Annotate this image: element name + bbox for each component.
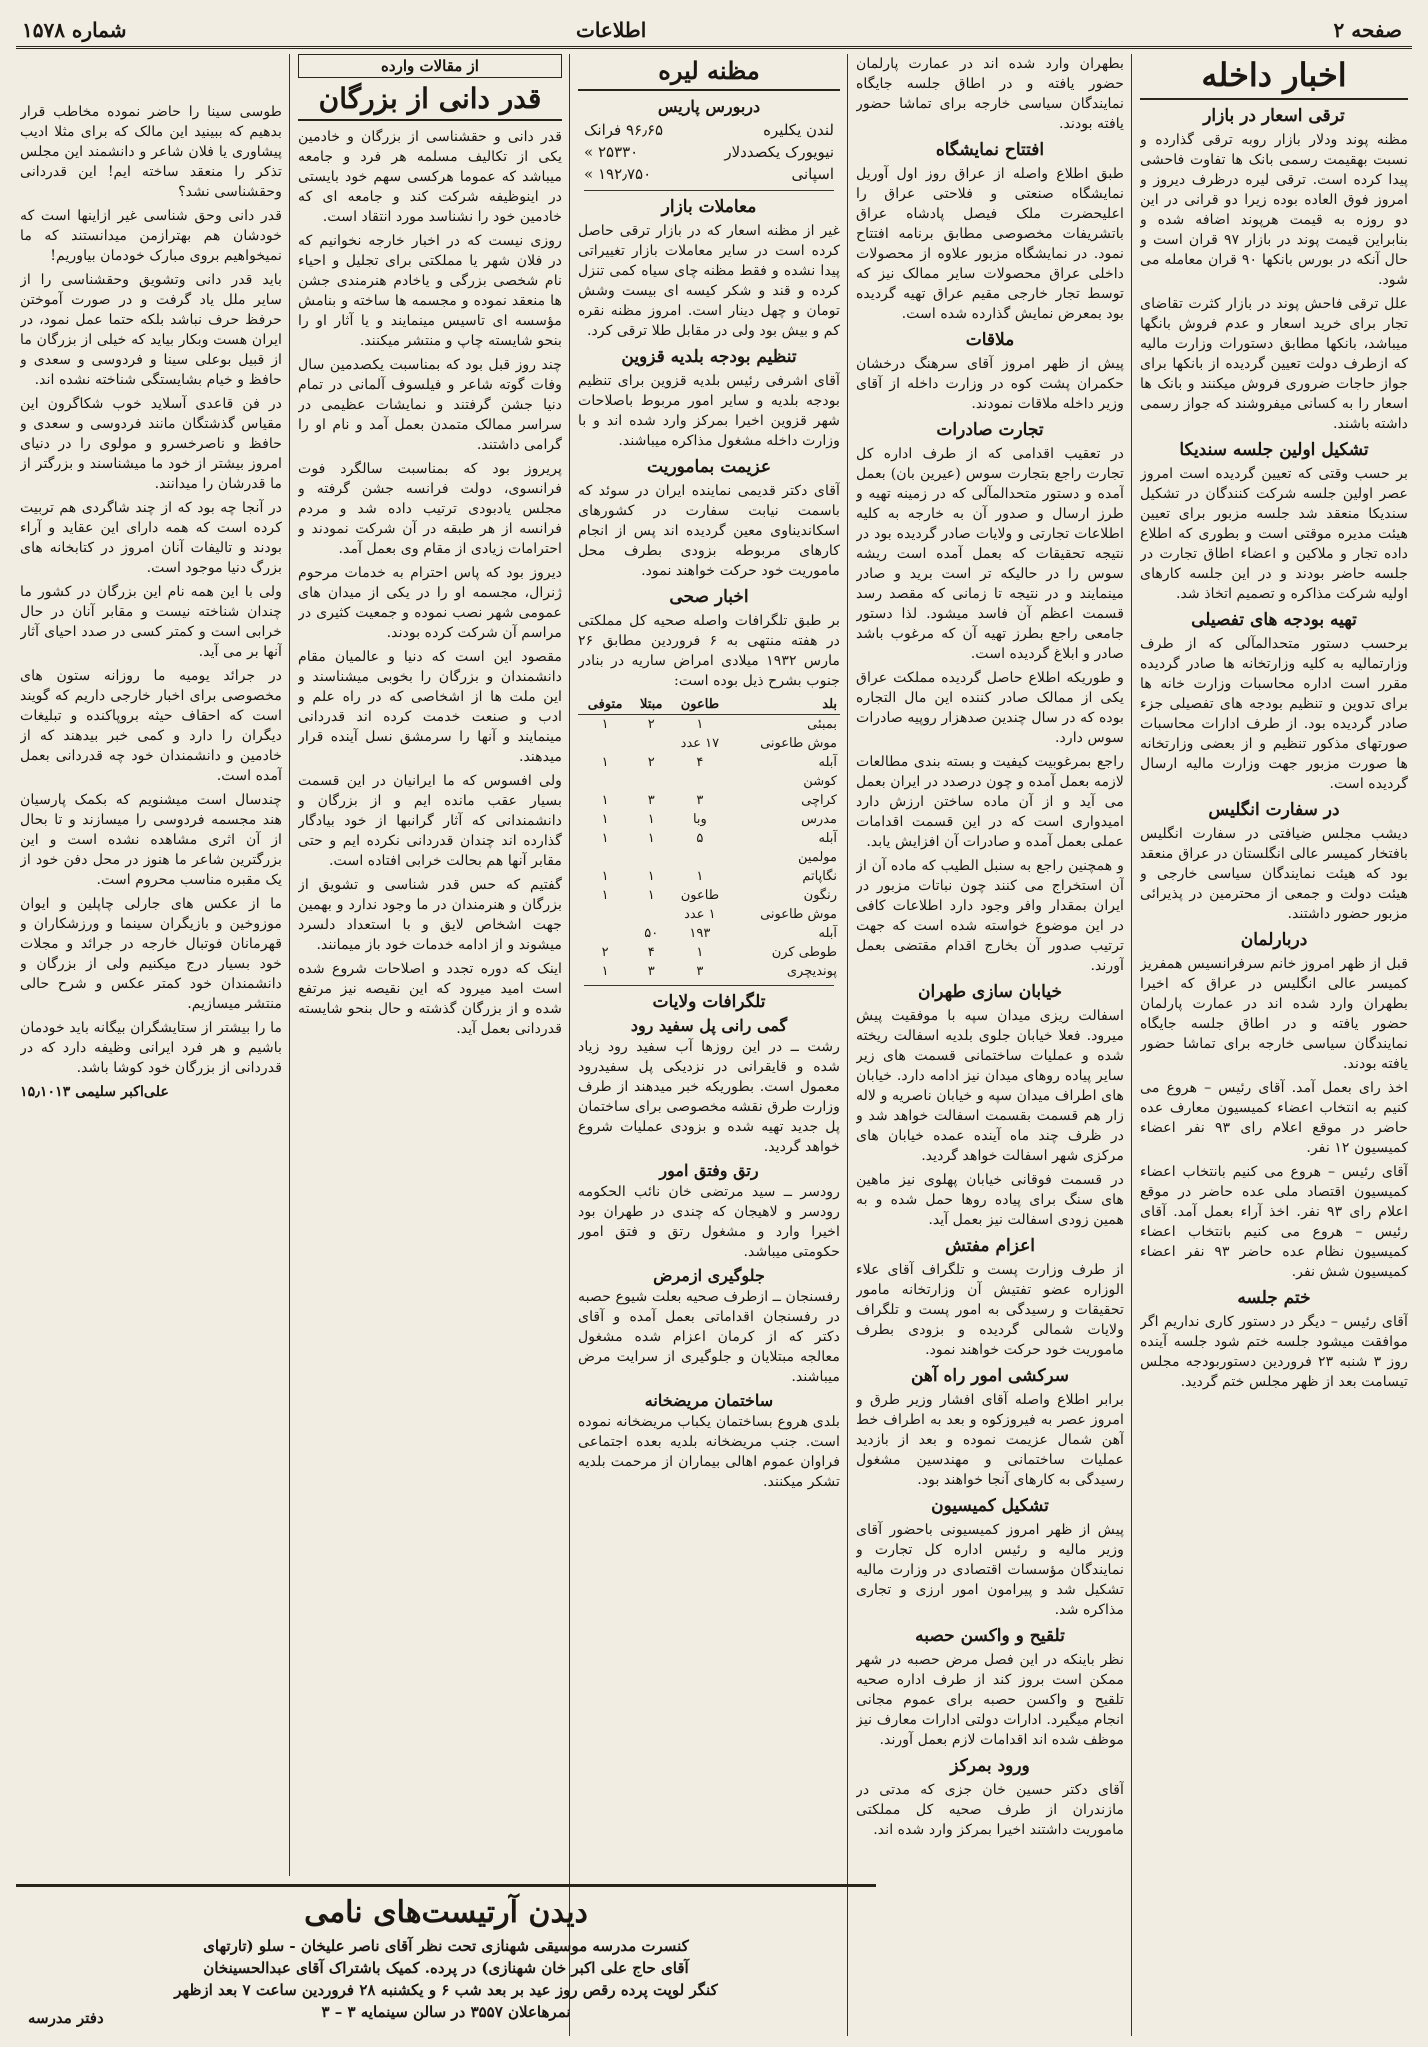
subhead-disease: جلوگیری ازمرض bbox=[653, 1266, 765, 1285]
ad-signature: دفتر مدرسه bbox=[28, 2009, 104, 2027]
article-commission: پیش از ظهر امروز کمیسیونی باحضور آقای وزیر مالیه و رئیس اداره کل تجارت و نمایندگان مؤسسات اقتصادی در وزارت مالیه تشکیل شد و پیرامون امور ارزی و تجاری مذاکره شد. bbox=[856, 1522, 1124, 1618]
masthead bbox=[16, 12, 1412, 49]
table-row bbox=[578, 886, 840, 905]
column-rule bbox=[1131, 54, 1132, 2036]
headline-exports: تجارت صادرات bbox=[936, 420, 1044, 440]
table-cell: نگاپاتم bbox=[802, 869, 837, 884]
table-cell: مولمین bbox=[798, 850, 837, 865]
article-market: مظنه پوند ودلار بازار روبه ترقی گذارده و نسبت بهقیمت رسمی بانک ها تفاوت فاحشی پیدا کرده است. ترقی لیره درظرف دیروز و امروز فوق العاده بوده زیرا دو قرانی در این دو روزه به قیمت هرپوند اضافه شده و بنابراین قیمت پوند در بازار ۹۷ قران است و حال آنکه در بورس بانکها ۹۰ قران معامله می شود. bbox=[1140, 132, 1408, 288]
table-row bbox=[578, 905, 840, 924]
section-title: اخبار داخله bbox=[1140, 56, 1408, 100]
headline-qazvin: تنظیم بودجه بلدیه قزوین bbox=[621, 347, 797, 367]
article-inspector: از طرف وزارت پست و تلگراف آقای علاء الوزاره عضو تفتیش آن وزارتخانه مامور تحقیقات و رسیدگی به امور پست و تلگراف ولایات شمالی گردیده و بزودی بطرف ماموریت خود حرکت خواهند نمود. bbox=[856, 1262, 1124, 1358]
table-cell: وبا bbox=[692, 812, 707, 827]
column-editorial-cont bbox=[20, 102, 282, 1876]
table-cell: ۱ bbox=[696, 717, 704, 732]
table-row bbox=[578, 962, 840, 981]
article-votes: اخذ رای بعمل آمد. آقای رئیس – هروع می کنیم به انتخاب اعضاء کمیسیون معارف عده حاضر در موقع اعلام رای ۹۳ نفر اعضاء کمیسیون ۱۲ نفر. bbox=[1140, 1080, 1408, 1156]
table-row bbox=[578, 848, 840, 867]
headline-meetings: ملاقات bbox=[965, 330, 1015, 350]
table-cell: موش طاعونی bbox=[760, 907, 837, 922]
table-cell: ۱ bbox=[601, 755, 609, 770]
editorial-paragraph: پریروز بود که بمناسبت سالگرد فوت فرانسوی، دولت فرانسه جشن گرفته و مجلس یادبودی ترتیب داده شد و مردم فرانسه از هر طبقه در آن شرکت نمودند و احترامات زیادی از مقام وی بعمل آمد. bbox=[298, 461, 562, 557]
article-mission: آقای دکتر قدیمی نماینده ایران در سوئد که باسمت نیابت سفارت در کشورهای اسکاندیناوی معین گردیده اند پس از انجام کارهای مربوطه بزودی بطرف محل ماموریت خود حرکت خواهند نمود. bbox=[578, 483, 840, 579]
headline-embassy: در سفارت انگلیس bbox=[1208, 800, 1340, 820]
article-bazaar: غیر از مظنه اسعار که در بازار ترقی حاصل کرده است در سایر معاملات بازار تغییراتی پیدا نشده و فقط مظنه چای سیاه کمی تنزل کرده و قند و شکر کیسه ای بیست وشش تومان و چهل دینار است. امروز مظنه نقره کم و بیش بود ولی در مقابل طلا ترقی کرد. bbox=[578, 223, 840, 339]
table-row bbox=[578, 810, 840, 829]
editorial-paragraph: در فن قاعدی آسلاید خوب شکاگرون این مقیاس گذشتگان مانند فردوسی و سعدی و حافظ و ناصرخسرو و مولوی را در دنیای امروز بیشتر از خود ما میشناسند و بزرگتر از ما قدرشان را میدانند. bbox=[20, 396, 282, 492]
divider bbox=[584, 985, 834, 986]
headline-parliament: دربارلمان bbox=[1240, 930, 1308, 950]
ad-line: کنگر لوپت پرده رقص روز عید بر بعد شب ۶ و یکشنبه ۲۸ فروردین ساعت ۷ بعد ازظهر bbox=[174, 1981, 718, 1999]
table-cell: ۱ bbox=[601, 812, 609, 827]
subhead-sefidrud: گمی رانی پل سفید رود bbox=[630, 1016, 788, 1035]
editorial-title: قدر دانی از بزرگان bbox=[298, 82, 562, 121]
table-cell: ۵۰ bbox=[644, 926, 659, 941]
bourse-subtitle: دربورس پاریس bbox=[657, 97, 761, 116]
rate-row: نیویورک یکصددلار ۲۵۳۳۰ » bbox=[584, 143, 834, 161]
divider bbox=[584, 190, 834, 191]
article-sefidrud: رشت ــ در این روزها آب سفید رود زیاد شده و قایقرانی در نزدیکی پل سفیدرود معمول است. بطوریکه خبر میدهند از طرف وزارت طرق نقشه مخصوصی برای ساختمان پل جدید تهیه شده و بزودی عملیات شروع خواهد گردید. bbox=[578, 1039, 840, 1155]
editorial-paragraph: اینک که دوره تجدد و اصلاحات شروع شده است امید میرود که این نقیصه نیز مرتفع شده و از بزرگان گذشته و حال بنحو شایسته قدردانی بعمل آید. bbox=[298, 961, 562, 1037]
table-row bbox=[578, 924, 840, 943]
table-row bbox=[578, 791, 840, 810]
table-cell: طوطی کرن bbox=[771, 945, 837, 960]
headline-provinces: تلگرافات ولایات bbox=[652, 992, 766, 1012]
column-rule bbox=[289, 54, 290, 1876]
ad-line: آقای حاج علی اکبر خان شهنازی) در پرده. کمیک باشتراک آقای عبدالحسینخان bbox=[203, 1959, 689, 1977]
table-cell: ۳ bbox=[647, 964, 655, 979]
article-hospital: بلدی هروع بساختمان یکباب مریضخانه نموده است. جنب مریضخانه بلدیه بعده اجتماعی فراوان عموم اهالی بیماران از مرحمت بلدیه تشکر میکنند. bbox=[578, 1414, 840, 1490]
article-expo: طبق اطلاع واصله از عراق روز اول آوریل نمایشگاه صنعتی و فلاحتی عراق را اعلیحضرت ملک فیصل پادشاه عراق باتشریفات مخصوصی مطابق برنامه افتتاح نمود. در نمایشگاه مزبور علاوه از محصولات داخلی عراق محصولات سایر ممالک نیز که توسط تجار خارجی مقیم عراق تهیه گردیده بود بمعرض نمایش گذارده شده است. bbox=[856, 166, 1124, 322]
table-cell: کوشن bbox=[803, 774, 837, 789]
table-cell: موش طاعونی bbox=[760, 736, 837, 751]
table-cell: ۱ bbox=[696, 869, 704, 884]
editorial-paragraph: روزی نیست که در اخبار خارجه نخوانیم که در فلان شهر یا مملکتی برای تجلیل و احیاء نام شخصی بزرگی و یاخادم هنرمندی جشن ها منعقد نموده و مجسمه ها ساخته و بنامش مؤسسه ای تاسیس مینمایند و یا آثار او را بنحو شایسته چاپ و منتشر میکنند. bbox=[298, 233, 562, 349]
table-cell: رنگون bbox=[803, 888, 837, 903]
article-pahlavi: در قسمت فوقانی خیابان پهلوی نیز ماهین های سنگ برای پیاده روها حمل شده و به همین زودی اسفالت نیز بعمل آید. bbox=[856, 1172, 1124, 1228]
table-cell: ۱ bbox=[601, 717, 609, 732]
article-vaccine: نظر باینکه در این فصل مرض حصبه در شهر ممکن است بروز کند از طرف اداره صحیه تلقیح و واکسن حصبه برای عموم مجانی انجام میگیرد. ادارات دولتی ادارات معارف نیز موظف شده اند اقدامات لازم بعمل آورند. bbox=[856, 1652, 1124, 1748]
table-cell: ۱ bbox=[696, 945, 704, 960]
article-railway: برابر اطلاع واصله آقای افشار وزیر طرق و امروز عصر به فیروزکوه و بعد به اطراف خط آهن شمال عزیمت نموده و بعد از بازدید عملیات ساختمانی و مهندسین مشغول رسیدگی به کارهای آنجا خواهند بود. bbox=[856, 1392, 1124, 1488]
editorial-paragraph: ولی افسوس که ما ایرانیان در این قسمت بسیار عقب مانده ایم و از بزرگان و دانشمندانی که آثار گرانبها از خود بیادگار گذارده اند چندان قدردانی نکرده ایم و حتی مقابر آنها هم بحالت خرابی افتاده است. bbox=[298, 773, 562, 869]
table-cell: آبله bbox=[818, 831, 837, 846]
table-cell: ۱ bbox=[601, 888, 609, 903]
headline-health: اخبار صحی bbox=[669, 587, 749, 607]
table-row bbox=[578, 734, 840, 753]
table-row bbox=[578, 943, 840, 962]
newspaper-name: اطلاعات bbox=[576, 18, 647, 42]
author-signature: علی‌اکبر سلیمی ۱۵٫۱۰۱۳ bbox=[20, 1084, 169, 1100]
table-cell: ۱ عدد bbox=[684, 907, 716, 922]
subhead-hospital: ساختمان مریضخانه bbox=[644, 1391, 774, 1410]
editorial-paragraph: در آنجا چه بود که از چند شاگردی هم تربیت کرده است که همه دارای این عقاید و آراء بودند و تالیفات آنان امروز در کتابخانه های بزرگ دنیا موجود است. bbox=[20, 500, 282, 576]
table-cell: ۱ bbox=[647, 888, 655, 903]
headline-syndicate: تشکیل اولین جلسه سندیکا bbox=[1179, 440, 1369, 460]
rate-row: لندن یکلیره ۹۶٫۶۵ فرانک bbox=[584, 121, 834, 139]
headline-expo: افتتاح نمایشگاه bbox=[935, 140, 1045, 160]
table-cell: آبله bbox=[818, 755, 837, 770]
headline-commission: تشکیل کمیسیون bbox=[931, 1496, 1049, 1516]
table-cell: ۱ bbox=[601, 869, 609, 884]
article-parliament: قبل از ظهر امروز خانم سرفرانسیس همفریز کمیسر عالی انگلیس در عراق که اخیرا بطهران وارد شده اند در عمارت پارلمان حضور یافته و در اطاق جلسه جایگاه نمایندگان سیاسی خارجه برای تماشا حضور یافته بودند. bbox=[1140, 956, 1408, 1072]
table-cell bbox=[578, 848, 632, 867]
headline-closing: ختم جلسه bbox=[1237, 1288, 1311, 1308]
article-intro: بطهران وارد شده اند در عمارت پارلمان حضور یافته و در اطاق جلسه جایگاه نمایندگان سیاسی خارجه برای تماشا حضور یافته بودند. bbox=[856, 56, 1124, 132]
article-valerian: و همچنین راجع به سنبل الطیب که ماده آن از آن استخراج می کنند چون نباتات مزبور در ایران بمقدار وافر وجود دارد اطلاعات کافی در این موضوع خواسته شده است که جهت ترتیب صدور آن بخارج اقدام مقتضی بعمل آورند. bbox=[856, 858, 1124, 974]
article-disease: رفسنجان ــ ازطرف صحیه بعلت شیوع حصبه در رفسنجان اقداماتی بعمل آمده و آقای دکتر که از کرمان اعزام شده مشغول معالجه مبتلایان و جلوگیری از سرایت مرض میباشند. bbox=[578, 1289, 840, 1385]
column-rule bbox=[569, 54, 570, 2036]
article-qazvin: آقای اشرفی رئیس بلدیه قزوین برای تنظیم بودجه بلدیه و سایر امور مربوط باصلاحات شهر قزوین اخیرا بمرکز وارد شده اند و با وزارت داخله مشغول مذاکره میباشند. bbox=[578, 373, 840, 449]
editorial-paragraph: قدر دانی و حقشناسی از بزرگان و خادمین یکی از تکالیف مسلمه هر فرد و جامعه میباشد که عموما هرکسی سهم خود بایستی در اینوظیفه شرکت کند و جامعه ای که خادمین خود را نشناسد مورد انتقاد است. bbox=[298, 129, 562, 225]
table-cell: طاعون bbox=[680, 888, 720, 903]
exchange-rates-table bbox=[578, 118, 840, 186]
concert-advertisement bbox=[16, 1884, 876, 2037]
editorial-paragraph: در جرائد یومیه ما روزانه ستون های مخصوصی برای اخبار خارجی داریم که گویند است که احقاف حیثه بروپاکنده و تبلیغات دیگران را دارد و کمی خبر بیدهند که از خادمین و دانشمندان خود چه قدردانی بعمل آمده است. bbox=[20, 668, 282, 784]
article-streets: اسفالت ریزی میدان سپه با موفقیت پیش میرود. فعلا خیابان جلوی بلدیه اسفالت ریخته شده و عملیات ساختمانی قسمت های زیر سایر پیاده روهای میدان نیز ادامه دارد. خیابان های اطراف میدان سپه و خیابان ناصریه و لاله زار هم قسمت بقسمت اسفالت خواهد شد و در ظرف چند ماه آینده عمده خیابان های مرکزی شهر اسفالت خواهد گردید. bbox=[856, 1008, 1124, 1164]
page-number: صفحه ۲ bbox=[1333, 18, 1402, 42]
article-budget: برحسب دستور متحدالمآلی که از طرف وزارتمالیه به کلیه وزارتخانه ها صادر گردیده مقرر است اداره محاسبات وزارت خانه ها برای تدوین و تنظیم بودجه های تفصیلی جزء صادر گردیده بود. از طرف ادارات محاسبات صورتهای مذکور تنظیم و از بعضی وزارتخانه ها صورت مزبور جهت وزارت مالیه ارسال گردیده است. bbox=[1140, 636, 1408, 792]
table-cell: ۱ bbox=[601, 964, 609, 979]
table-cell: ۴ bbox=[696, 755, 704, 770]
issue-number: شماره ۱۵۷۸ bbox=[22, 18, 127, 42]
editorial-paragraph: ولی با این همه نام این بزرگان در کشور ما چندان شناخته نیست و مقابر آنان در حال خرابی است و کمتر کسی در صدد احیای آثار آنها بر می آید. bbox=[20, 584, 282, 660]
headline-market: ترقی اسعار در بازار bbox=[1203, 106, 1345, 126]
table-cell bbox=[670, 772, 729, 791]
table-row bbox=[578, 772, 840, 791]
table-cell: ۱۹۳ bbox=[689, 926, 711, 941]
table-cell: ۱ bbox=[601, 793, 609, 808]
article-raw: راجع بمرغوبیت کیفیت و بسته بندی مطالعات لازمه بعمل آمده و چون درصدد در ایران بعمل می آید و از آن ماده ساختن ارزش دارد امیدواری است که در این قسمت اقدامات عملی بعمل آمده و صادرات آن افزایش یابد. bbox=[856, 754, 1124, 850]
section-tag: از مقالات وارده bbox=[298, 54, 562, 78]
table-cell: پوندیچری bbox=[786, 964, 837, 979]
article-meetings: پیش از ظهر امروز آقای سرهنگ درخشان حکمران پشت کوه در وزارت داخله از آقای وزیر داخله ملاقات نمودند. bbox=[856, 356, 1124, 412]
table-cell: ۳ bbox=[696, 793, 704, 808]
table-cell: ۲ bbox=[601, 945, 609, 960]
editorial-paragraph: طوسی سینا را حاضر نموده مخاطب قرار بدهیم که ببینید این مالک که برای مثلا ادیب پیشاوری یا فلان شاعر و دانشمند این مجلس تذکر را منعقد ساخته ایم! این قدردانی وحقشناسی نشد؟ bbox=[20, 104, 282, 200]
table-cell: بمبئی bbox=[807, 717, 837, 732]
editorial-paragraph: ما را بیشتر از ستایشگران بیگانه باید خودمان باشیم و هر فرد ایرانی وظیفه دارد که در قدردانی از بزرگان خود کوشا باشد. bbox=[20, 1020, 282, 1076]
editorial-paragraph: دیروز بود که پاس احترام به خدمات مرحوم ژنرال، مجسمه او را در یکی از میدان های عمومی شهر نصب نموده و جمعیت کثیری در مراسم آن شرکت کرده بودند. bbox=[298, 565, 562, 641]
table-cell: مدرس bbox=[801, 812, 837, 827]
table-cell: ۱۷ عدد bbox=[680, 736, 720, 751]
table-cell: ۱ bbox=[601, 831, 609, 846]
article-closing: آقای رئیس – دیگر در دستور کاری نداریم اگر موافقت میشود جلسه ختم شود جلسه آینده روز ۳ شنبه ۲۳ فروردین دستوربودجه مجلس تیسامت بعد از ظهر مجلس ختم گردید. bbox=[1140, 1314, 1408, 1390]
column-news-2 bbox=[856, 54, 1124, 2036]
subhead-affairs: رتق وفتق امور bbox=[659, 1161, 759, 1180]
table-cell: ۲ bbox=[647, 717, 655, 732]
article-exports: در تعقیب اقدامی که از طرف اداره کل تجارت راجع بتجارت سوس (عیرین بان) بعمل آمده و دستور متحدالمآلی که در زمینه تهیه و طرز ارسال و صدور آن به خارجه به کلیه اطلاعات تجارتی و ولایات صادر گردیده بود در نتیجه تحقیقات که بعمل آمده است ریشه سوس را در حالیکه تر است برید و صادر مینمایند و در نتیجه تا زمانی که مقصد رسد قسمت اعظم آن فاسد میشود. لذا دستور جامعی راجع بطرز تهیه آن که مرغوب باشد صادر و ابلاغ گردیده است. bbox=[856, 446, 1124, 662]
article-market-2: علل ترقی فاحش پوند در بازار کثرت تقاضای تجار برای خرید اسعار و عدم فروش بانگها میباشد، بانکها مطابق دستورات وزارت مالیه که ازطرف دولت تعیین گردیده از بانکها برای جواز حاجات ضروری فروش میکنند و بانک ها اسعار را به کسانی میفروشند که جواز رسمی داشته باشند. bbox=[1140, 296, 1408, 432]
table-cell bbox=[578, 734, 632, 753]
column-rule bbox=[847, 54, 848, 2036]
article-iraq: و طوریکه اطلاع حاصل گردیده مملکت عراق یکی از ممالک صادر کننده این مال التجاره بوده که در سال چندین صدهزار روپیه صادرات سوس دارد. bbox=[856, 670, 1124, 746]
table-row bbox=[578, 753, 840, 772]
disease-table bbox=[578, 695, 840, 981]
table-cell bbox=[670, 848, 729, 867]
table-cell: ۴ bbox=[647, 945, 655, 960]
table-header-row: بلد طاعون مبتلا متوفی bbox=[578, 695, 840, 715]
table-cell bbox=[632, 734, 670, 753]
editorial-paragraph: باید قدر دانی وتشویق وحقشناسی را از سایر ملل یاد گرفت و در صورت آموختن حرفظ حرف نباشد بلکه حتما عمل نمود، در ایران هست وبکار بیاید که خیلی از بزرگان ما از قبیل بوعلی سینا و فردوسی و سعدی و حافظ و خیام بشایستگی شناخته نشده اند. bbox=[20, 272, 282, 388]
table-cell: ۱ bbox=[647, 812, 655, 827]
table-row bbox=[578, 867, 840, 886]
table-cell: کراچی bbox=[801, 793, 837, 808]
headline-vaccine: تلقیح و واکسن حصبه bbox=[915, 1626, 1065, 1646]
editorial-paragraph: مقصود این است که دنیا و عالمیان مقام دانشمندان و بزرگان را بخوبی میشناسند و این ملت ها از اشخاصی که در راه علم و ادب و صنعت خدمت کرده اند قدردانی مینمایند و آنها را سرمشق نسل آینده قرار میدهند. bbox=[298, 649, 562, 765]
table-cell bbox=[632, 905, 670, 924]
article-health: بر طبق تلگرافات واصله صحیه کل مملکتی در هفته منتهی به ۶ فروردین مطابق ۲۶ مارس ۱۹۳۲ میلادی امراض ساریه در بنادر جنوب بشرح ذیل بوده است: bbox=[578, 613, 840, 689]
table-cell: ۳ bbox=[696, 964, 704, 979]
table-cell: ۵ bbox=[696, 831, 704, 846]
disease-table-body bbox=[578, 715, 840, 982]
ad-line: نمرهاعلان ۳۵۵۷ در سالن سینمایه ۳ – ۳ bbox=[321, 2003, 571, 2021]
table-cell: آبله bbox=[818, 926, 837, 941]
headline-mission: عزیمت بماموریت bbox=[647, 457, 771, 477]
article-votes-2: آقای رئیس – هروع می کنیم بانتخاب اعضاء کمیسیون اقتصاد ملی عده حاضر در موقع اعلام رای ۹۳ نفر. اخذ آراء بعمل آمد. آقای رئیس – هروع می کنیم بانتخاب اعضاء کمیسیون نظام عده حاضر ۹۳ نفر اعضاء کمیسیون شش نفر. bbox=[1140, 1164, 1408, 1280]
table-cell: ۱ bbox=[647, 869, 655, 884]
headline-arrival: ورود بمرکز bbox=[950, 1756, 1030, 1776]
newspaper-page bbox=[16, 12, 1412, 2036]
column-bourse-health bbox=[578, 54, 840, 2036]
table-cell: ۲ bbox=[647, 755, 655, 770]
rate-row: اسپانی ۱۹۲٫۷۵۰ » bbox=[584, 165, 834, 183]
table-cell bbox=[632, 772, 670, 791]
table-row bbox=[578, 715, 840, 735]
table-cell bbox=[632, 848, 670, 867]
ad-title: دیدن آرتیست‌های نامی bbox=[304, 1895, 588, 1930]
headline-budget: تهیه بودجه های تفصیلی bbox=[1191, 610, 1357, 630]
table-cell: ۱ bbox=[647, 831, 655, 846]
table-cell: ۳ bbox=[647, 793, 655, 808]
headline-streets: خیابان سازی طهران bbox=[918, 982, 1062, 1002]
editorial-paragraph: قدر دانی وحق شناسی غیر ازاینها است که خودشان هم بهترازمن میدانستند که ما نمیخواهیم بروی مبارک خودمان بیاوریم! bbox=[20, 208, 282, 264]
bourse-title: مظنه لیره bbox=[578, 56, 840, 91]
editorial-paragraph: چندسال است میشنویم که بکمک پارسیان هند مجسمه فردوسی را میسازند و تا بحال از آن اثری مشاهده نشده است و این بزرگترین شاعر ما هنوز در محل دفن خود از یک مقبره مناسب محروم است. bbox=[20, 792, 282, 888]
table-cell bbox=[578, 772, 632, 791]
editorial-paragraph: گفتیم که حس قدر شناسی و تشویق از بزرگان و هنرمندان در ما وجود ندارد و بهمین جهت اشخاص لایق و با استعداد دلسرد میشوند و از ادامه خدمات خود باز میمانند. bbox=[298, 877, 562, 953]
column-editorial bbox=[298, 54, 562, 1876]
table-cell bbox=[578, 905, 632, 924]
table-row bbox=[578, 829, 840, 848]
headline-railway: سرکشی امور راه آهن bbox=[910, 1366, 1070, 1386]
editorial-paragraph: ما از عکس های جارلی چاپلین و ایوان موزوخین و بازیگران سینما و ورزشکاران و قهرمانان فوتبال خارجه در جرائد و مجلات خود بسیار درج میکنیم ولی از بزرگان و دانشمندان خود کمتر عکس و شرح حالی منتشر میسازیم. bbox=[20, 896, 282, 1012]
article-affairs: رودسر ــ سید مرتضی خان نائب الحکومه رودسر و لاهیجان که چندی در طهران بود اخیرا وارد و مشغول رتق و فتق امور حکومتی میباشد. bbox=[578, 1184, 840, 1260]
table-cell bbox=[578, 924, 632, 943]
article-syndicate: بر حسب وقتی که تعیین گردیده است امروز عصر اولین جلسه شرکت کنندگان در تشکیل سندیکا منعقد شد جلسه مزبور برای تعیین هیئت مدیره موقتی است و بطوری که اطلاع داده تجار و ملاکین و اعضاء اطاق تجارت در جلسه حاضر بودند و در این جلسه کارهای اولیه شرکت مذاکره و تصمیم اتخاذ شد. bbox=[1140, 466, 1408, 602]
article-arrival: آقای دکتر حسین خان جزی که مدتی در مازندران از طرف صحیه کل مملکتی ماموریت داشتند اخیرا بمرکز وارد شده اند. bbox=[856, 1782, 1124, 1838]
headline-bazaar: معاملات بازار bbox=[661, 197, 757, 217]
headline-inspector: اعزام مفتش bbox=[945, 1236, 1035, 1256]
column-domestic-news bbox=[1140, 54, 1408, 2036]
article-embassy: دیشب مجلس ضیافتی در سفارت انگلیس بافتخار کمیسر عالی انگلستان در عراق منعقد بود که هیئت نمایندگان سیاسی خارجی و هیئت دولت و جمعی از محترمین در پذیرائی مزبور حضور داشتند. bbox=[1140, 826, 1408, 922]
editorial-paragraph: چند روز قبل بود که بمناسبت یکصدمین سال وفات گوته شاعر و فیلسوف آلمانی در تمام دنیا جشن گرفتند و نمایشات عظیمی در سراسر ممالک متمدن بعمل آمد و نام او را گرامی داشتند. bbox=[298, 357, 562, 453]
ad-line: کنسرت مدرسه موسیقی شهنازی تحت نظر آقای ناصر علیخان - سلو (تارتهای bbox=[203, 1937, 689, 1955]
